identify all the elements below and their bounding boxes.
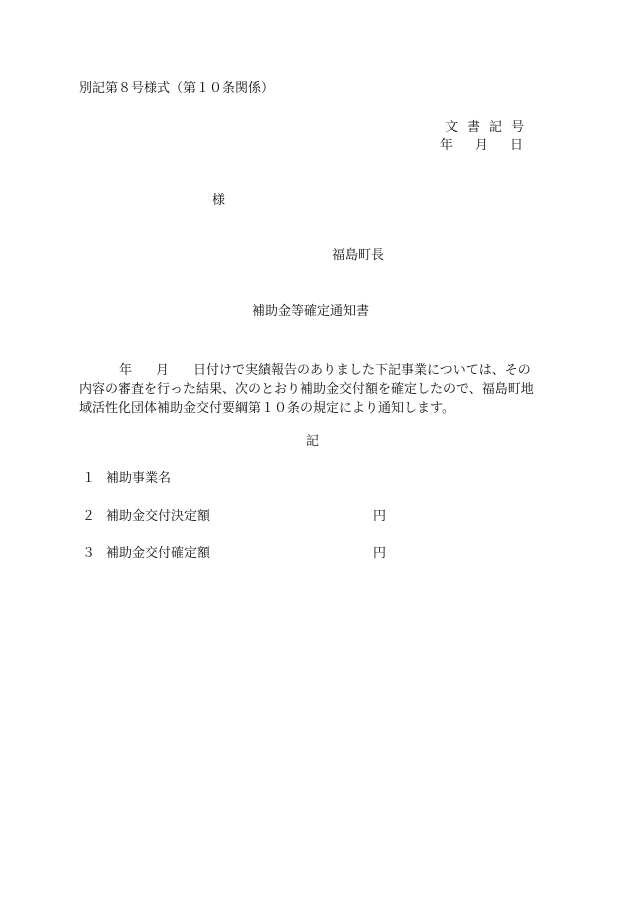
item-label: 補助事業名 [106, 471, 172, 486]
date-line [440, 139, 523, 152]
item-number: １ [82, 471, 96, 486]
body-line-3: 域活性化団体補助金交付要綱第１０条の規定により通知します。 [79, 401, 455, 416]
list-item [82, 547, 210, 560]
document-number-label: 文書記号 [445, 120, 534, 135]
yen-unit: 円 [373, 509, 387, 524]
sender-name: 福島町長 [332, 248, 385, 263]
item-number: ２ [82, 509, 96, 524]
item-number: ３ [82, 546, 96, 561]
body-month-label: 月 [156, 363, 170, 378]
body-paragraph [79, 361, 549, 418]
date-month-label: 月 [475, 138, 489, 153]
ki-heading: 記 [306, 434, 320, 449]
list-item [82, 510, 210, 523]
item-label: 補助金交付確定額 [106, 546, 211, 561]
form-label: 別記第８号様式（第１０条関係） [79, 81, 275, 96]
date-day-label: 日 [510, 138, 524, 153]
body-line-2: 内容の審査を行った結果、次のとおり補助金交付額を確定したので、福島町地 [79, 382, 534, 397]
item-label: 補助金交付決定額 [106, 509, 211, 524]
body-line-1 [79, 361, 549, 380]
date-year-label: 年 [440, 138, 454, 153]
list-item [82, 472, 171, 485]
yen-unit: 円 [373, 546, 387, 561]
body-year-label: 年 [119, 363, 133, 378]
body-line-1-text: 日付けで実績報告のありました下記事業については、その [193, 363, 531, 378]
document-title: 補助金等確定通知書 [252, 304, 370, 319]
recipient-honorific: 様 [212, 193, 226, 208]
